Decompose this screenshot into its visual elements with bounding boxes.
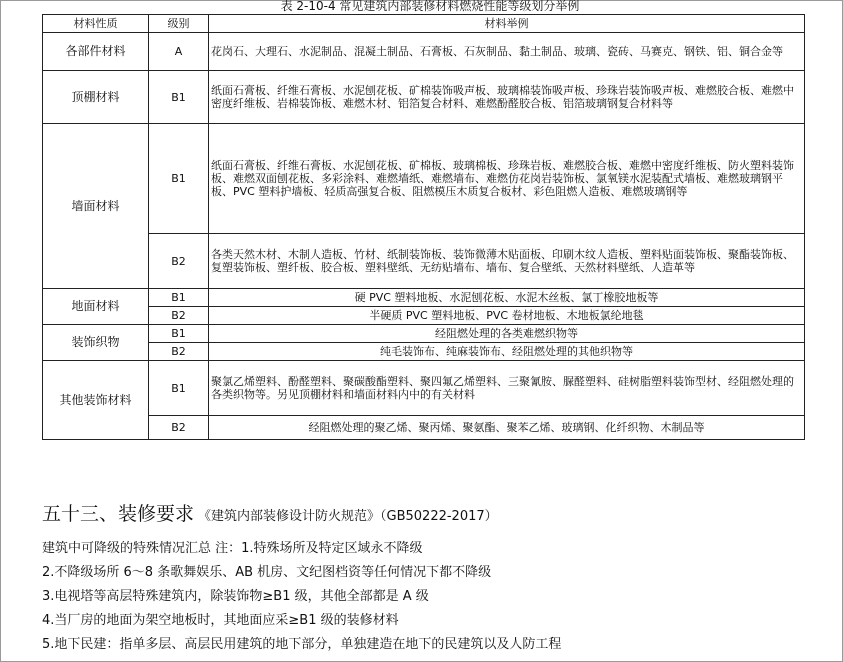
list-item: 2.不降级场所 6～8 条歌舞娱乐、AB 机房、文纪图档资等任何情况下都不降级 [42,565,492,580]
list-item: 3.电视塔等高层特殊建筑内，除装饰物≥B1 级，其他全部都是 A 级 [42,589,429,604]
category-cell: 其他装饰材料 [43,361,149,440]
examples-cell: 纯毛装饰布、纯麻装饰布、经阻燃处理的其他织物等 [209,343,805,361]
examples-cell: 硬 PVC 塑料地板、水泥刨花板、水泥木丝板、氯丁橡胶地板等 [209,289,805,307]
list-item: 建筑中可降级的特殊情况汇总 注：1.特殊场所及特定区域永不降级 [42,541,423,556]
section-subtitle: 《建筑内部装修设计防火规范》（GB50222-2017） [198,509,498,524]
table-row [43,71,805,124]
examples-cell: 纸面石膏板、纤维石膏板、水泥刨花板、矿棉板、玻璃棉板、珍珠岩板、难燃胶合板、难燃中密度纤维板、防火塑料装饰板、难燃双面刨花板、多彩涂料、难燃墙纸、难燃墙布、难燃仿花岗岩装饰板、氯氧镁水泥装配式墙板、难燃玻璃钢平板、PVC 塑料护墙板、轻质高强复合板、阻燃模压木质复合板材、彩色阻燃人造板、难燃玻璃钢等 [209,124,805,234]
table-row [43,361,805,416]
header-level: 级别 [149,15,209,33]
table-row [43,124,805,234]
examples-cell: 经阻燃处理的各类难燃织物等 [209,325,805,343]
section-heading [42,502,498,529]
examples-cell: 经阻燃处理的聚乙烯、聚丙烯、聚氨酯、聚苯乙烯、玻璃钢、化纤织物、木制品等 [209,416,805,440]
table-row [43,307,805,325]
category-cell: 顶棚材料 [43,71,149,124]
level-cell: B1 [149,361,209,416]
list-item: 5.地下民建：指单多层、高层民用建筑的地下部分，单独建造在地下的民建筑以及人防工程 [42,637,562,652]
fire-rating-table [42,14,805,440]
category-cell: 墙面材料 [43,124,149,289]
level-cell: B1 [149,325,209,343]
level-cell: A [149,33,209,71]
level-cell: B2 [149,234,209,289]
level-cell: B1 [149,71,209,124]
section-title: 五十三、装修要求 [42,503,195,525]
examples-cell: 各类天然木材、木制人造板、竹材、纸制装饰板、装饰微薄木贴面板、印刷木纹人造板、塑料贴面装饰板、聚酯装饰板、复塑装饰板、塑纤板、胶合板、塑料壁纸、无纺贴墙布、墙布、复合壁纸、天然材料壁纸、人造革等 [209,234,805,289]
table-header-row [43,15,805,33]
level-cell: B2 [149,343,209,361]
examples-cell: 花岗石、大理石、水泥制品、混凝土制品、石膏板、石灰制品、黏土制品、玻璃、瓷砖、马赛克、钢铁、铝、铜合金等 [209,33,805,71]
level-cell: B1 [149,289,209,307]
table-row [43,33,805,71]
table-row [43,289,805,307]
table-row [43,325,805,343]
examples-cell: 半硬质 PVC 塑料地板、PVC 卷材地板、木地板氯纶地毯 [209,307,805,325]
table-row [43,343,805,361]
examples-cell: 聚氯乙烯塑料、酚醛塑料、聚碳酸酯塑料、聚四氟乙烯塑料、三聚氰胺、脲醛塑料、硅树脂塑料装饰型材、经阻燃处理的各类织物等。另见顶棚材料和墙面材料内中的有关材料 [209,361,805,416]
category-cell: 地面材料 [43,289,149,325]
level-cell: B1 [149,124,209,234]
level-cell: B2 [149,307,209,325]
list-item: 4.当厂房的地面为架空地板时，其地面应采≥B1 级的装修材料 [42,613,399,628]
header-category: 材料性质 [43,15,149,33]
requirements-list [42,537,822,657]
table-title: 表 2-10-4 常见建筑内部装修材料燃烧性能等级划分举例 [280,0,580,13]
category-cell: 装饰织物 [43,325,149,361]
header-examples: 材料举例 [209,15,805,33]
table-row [43,234,805,289]
table-row [43,416,805,440]
examples-cell: 纸面石膏板、纤维石膏板、水泥刨花板、矿棉装饰吸声板、玻璃棉装饰吸声板、珍珠岩装饰吸声板、难燃胶合板、难燃中密度纤维板、岩棉装饰板、难燃木材、铝箔复合材料、难燃酚醛胶合板、铝箔玻璃钢复合材料等 [209,71,805,124]
category-cell: 各部件材料 [43,33,149,71]
level-cell: B2 [149,416,209,440]
